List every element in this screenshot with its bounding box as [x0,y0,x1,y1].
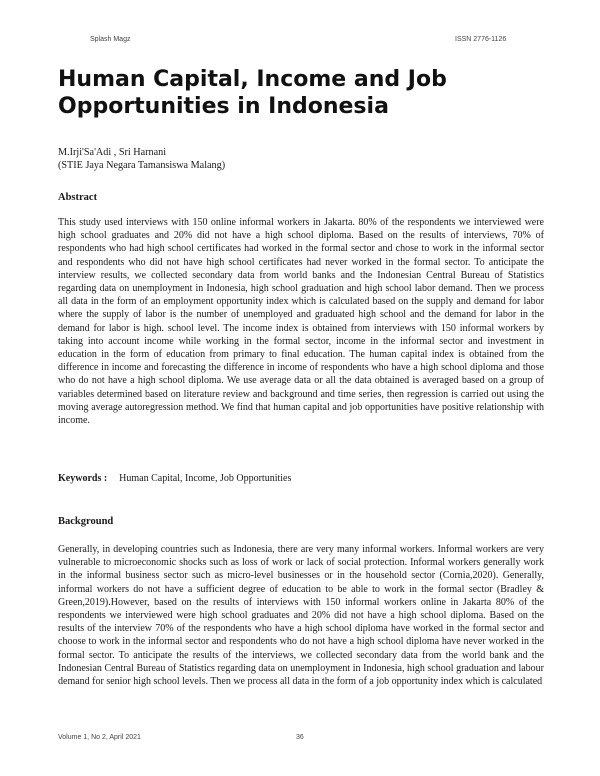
author-block [58,146,225,172]
issn: ISSN 2776-1126 [455,36,507,43]
page-number: 36 [296,734,304,741]
paper-title: Human Capital, Income and Job Opportunities in Indonesia [58,67,447,119]
author-names: M.Irji'Sa'Adi , Sri Harnani [58,147,167,158]
keywords-value: Human Capital, Income, Job Opportunities [119,473,292,484]
background-text: Generally, in developing countries such as Indonesia, there are very many informal workers. Informal workers are very vulnerable to microeconomic shocks such as loss of work or lack of social protection. Informal workers generally work in the informal business sector such as micro-level businesses or in the household sector (Cornia,2020). Generally, informal workers do not have a sufficient degree of education to be able to work in the formal sector (Bradley & Green,2019).However, based on the results of interviews with 150 informal workers online in Jakarta 80% of the respondents we interviewed were high school graduates and 20% did not have a high school diploma. Based on the results of the interview 70% of the respondents who have a high school diploma have worked in the formal sector and choose to work in the informal sector and respondents who do not have a high school diploma have never worked in the formal sector. To anticipate the results of the interviews, we collected secondary data from the world bank and the Indonesian Central Bureau of Statistics regarding data on unemployment in Indonesia, high school graduation and labour demand for senior high school levels. Then we process all data in the form of a job opportunity index which is calculated [58,544,544,688]
author-affiliation: (STIE Jaya Negara Tamansiswa Malang) [58,160,226,171]
abstract-text: This study used interviews with 150 online informal workers in Jakarta. 80% of the respondents we interviewed were high school graduates and 20% did not have a high school diploma. Based on the results of interviews, 70% of respondents who had high school certificates had worked in the formal sector and chose to work in the informal sector and respondents who did not have high school certificates had never worked in the formal sector. To anticipate the interview results, we collected secondary data from world banks and the Indonesian Central Bureau of Statistics regarding data on unemployment in Indonesia, high school graduation and high school labor demand. Then we process all data in the form of an employment opportunity index which is calculated based on the supply and demand for labor where the supply of labor is the number of unemployed and graduated high school and the demand for labor in the demand for labor is high. school level. The income index is obtained from interviews with 150 informal workers by taking into account income while working in the formal sector, income in the informal sector and investment in education in the form of education from primary to final education. The human capital index is obtained from the difference in income and forecasting the difference in income of respondents who have a high school diploma and those who do not have a high school diploma. We use average data or all the data obtained is averaged based on a group of variables determined based on literature review and background and time series, then regression is carried out using the moving average autoregression method. We find that human capital and job opportunities have positive relationship with income. [58,217,544,427]
keywords-label: Keywords : [58,473,108,484]
volume-info: Volume 1, No 2, April 2021 [58,734,141,741]
keywords [58,473,291,484]
journal-name: Splash Magz [90,36,131,43]
background-heading: Background [58,516,114,527]
abstract-heading: Abstract [58,192,98,203]
